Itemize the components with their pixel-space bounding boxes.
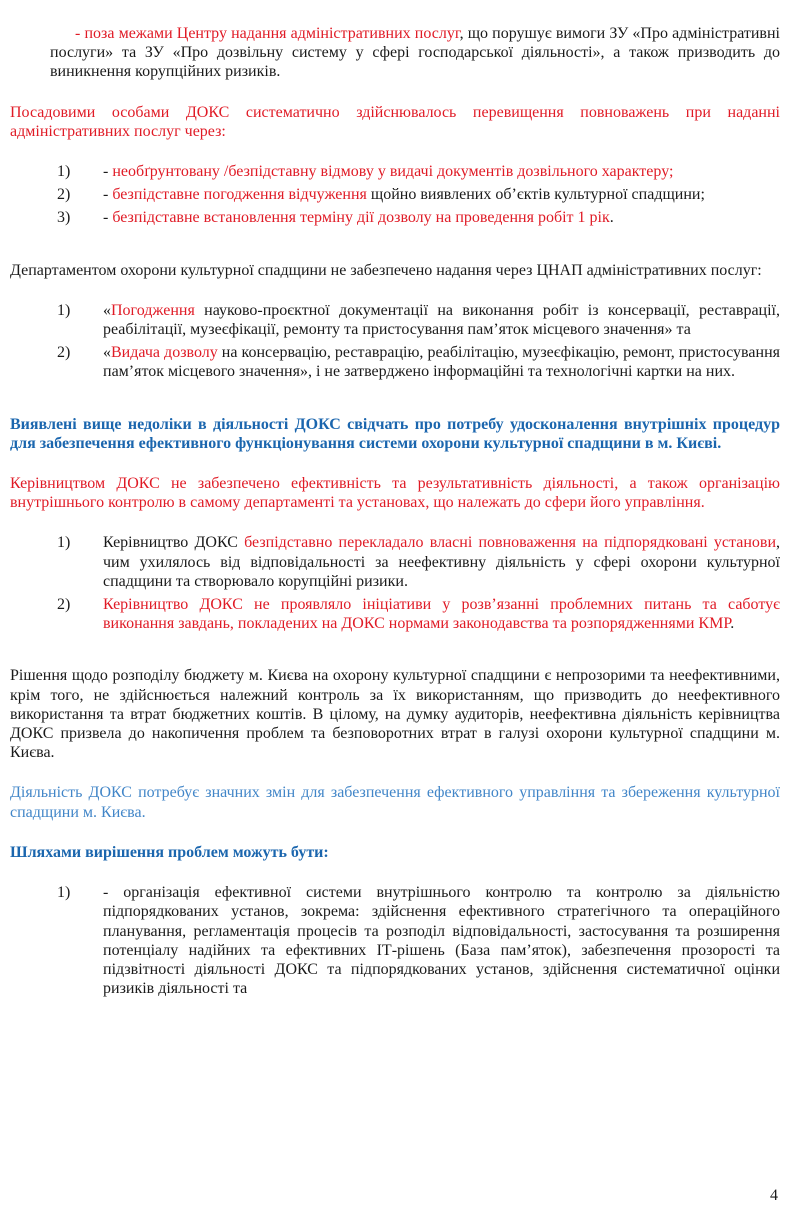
text-run: Керівництво ДОКС [103, 534, 245, 552]
list-item [57, 343, 780, 381]
text-run: . [730, 615, 735, 633]
list-management-issues [57, 533, 781, 633]
list-item [57, 301, 780, 339]
text-run: . [609, 209, 614, 227]
text-run: на консервацію, реставрацію, реабілітацію, музеєфікацію, ремонт, пристосування пам’яток місцевого значення», і не затверджено інформаційні та технологічні картки на них. [103, 344, 780, 381]
text-run: - [103, 163, 113, 181]
text-run: - поза межами Центру надання адміністративних послуг [75, 25, 460, 42]
text-run: безпідставно перекладало власні повноваження на підпорядковані установи [244, 534, 777, 552]
list-item-number: 1) [57, 163, 71, 181]
page-number: 4 [770, 1186, 778, 1204]
heading-solutions [10, 843, 780, 862]
text-run: необґрунтовану /безпідставну відмову у видачі документів дозвільного характеру; [112, 163, 674, 181]
text-run: Департаментом охорони культурної спадщини не забезпечено надання через ЦНАП адміністративних послуг: [10, 261, 762, 279]
list-item [57, 533, 781, 591]
text-run: Керівництвом ДОКС не забезпечено ефективність та результативність діяльності, а також організацію внутрішнього контролю в самому департаменті та установах, що належать до сфери його управління. [10, 475, 780, 512]
paragraph-officials-excess [10, 103, 780, 141]
list-item [57, 208, 780, 227]
list-item-number: 1) [57, 534, 71, 552]
text-run: , що порушує вимоги ЗУ «Про адміністративні послуги» та ЗУ «Про дозвільну систему у сфері господарської діяльності», а також призводить до виникнення корупційних ризиків. [50, 25, 780, 81]
list-item-number: 1) [57, 884, 71, 902]
paragraph-budget-decisions [10, 666, 780, 762]
text-run: , чим ухилялось від відповідальності за неефективну діяльність у сфері охорони культурної спадщини та створювало корупційні ризики. [103, 534, 781, 590]
text-run: Видача дозволу [111, 344, 218, 362]
text-run: - [103, 186, 113, 204]
text-run: Виявлені вище недоліки в діяльності ДОКС свідчать про потребу удосконалення внутрішніх процедур для забезпечення ефективного функціонування системи охорони культурної спадщини в м. Києві. [10, 415, 780, 452]
text-run: Діяльність ДОКС потребує значних змін для забезпечення ефективного управління та збереження культурної спадщини м. Києва. [10, 784, 780, 821]
text-run: « [103, 344, 111, 362]
text-run: науково-проєктної документації на виконання робіт із консервації, реставрації, реабілітації, музеєфікації, ремонту та пристосування пам’яток місцевого значення» та [103, 301, 780, 339]
text-run: « [103, 301, 111, 319]
text-run: Керівництво ДОКС не проявляло ініціативи у розв’язанні проблемних питань та саботує виконання завдань, покладених на ДОКС нормами законодавства та розпорядженнями КМР [103, 596, 780, 633]
text-run: Рішення щодо розподілу бюджету м. Києва на охорону культурної спадщини є непрозорими та неефективними, крім того, не здійснюється належний контроль за їх використанням, що призводить до неефективного використання та втрат бюджетних коштів. В цілому, на думку аудиторів, неефективна діяльність керівництва ДОКС призвела до накопичення проблем та безповоротних втрат в галузі охорони культурної спадщини м. Києва. [10, 667, 780, 762]
list-item [57, 883, 780, 998]
text-run: щойно виявлених об’єктів культурної спадщини; [366, 186, 705, 204]
list-item-number: 1) [57, 301, 71, 319]
paragraph-management-ineffective [10, 474, 780, 512]
list-item [57, 162, 780, 181]
paragraph-doks-needs-changes [10, 783, 780, 821]
list-item-number: 2) [57, 596, 71, 614]
paragraph-outside-cnap [50, 24, 780, 82]
list-item-number: 2) [57, 344, 71, 362]
paragraph-department-cnap [10, 261, 780, 280]
list-item [57, 185, 780, 204]
text-run: безпідставне погодження відчуження [112, 186, 367, 204]
list-cnap-services [57, 301, 780, 382]
list-item [57, 595, 780, 633]
text-run: безпідставне встановлення терміну дії дозволу на проведення робіт 1 рік [112, 209, 610, 227]
text-run: Посадовими особами ДОКС систематично здійснювалось перевищення повноважень при наданні адміністративних послуг через: [10, 103, 780, 140]
text-run: - [103, 209, 113, 227]
paragraph-identified-shortcomings [10, 415, 780, 453]
text-run: Шляхами вирішення проблем можуть бути: [10, 843, 329, 861]
list-solutions [57, 883, 780, 998]
list-item-number: 2) [57, 186, 71, 204]
list-item-number: 3) [57, 209, 71, 227]
document-content [10, 24, 780, 998]
text-run: - організація ефективної системи внутрішнього контролю та контролю за діяльністю підпорядкованих установ, зокрема: здійснення ефективного стратегічного та операційного планування, регламентація процесів та розподіл відповідальності, застосування та розширення потенціалу надійних та ефективних ІТ-рішень (База пам’яток), забезпечення прозорості та підзвітності діяльності ДОКС та підпорядкованих установ, здійснення систематичної оцінки ризиків діяльності та [103, 884, 780, 998]
text-run: Погодження [111, 301, 195, 319]
list-excess-examples [57, 162, 780, 228]
